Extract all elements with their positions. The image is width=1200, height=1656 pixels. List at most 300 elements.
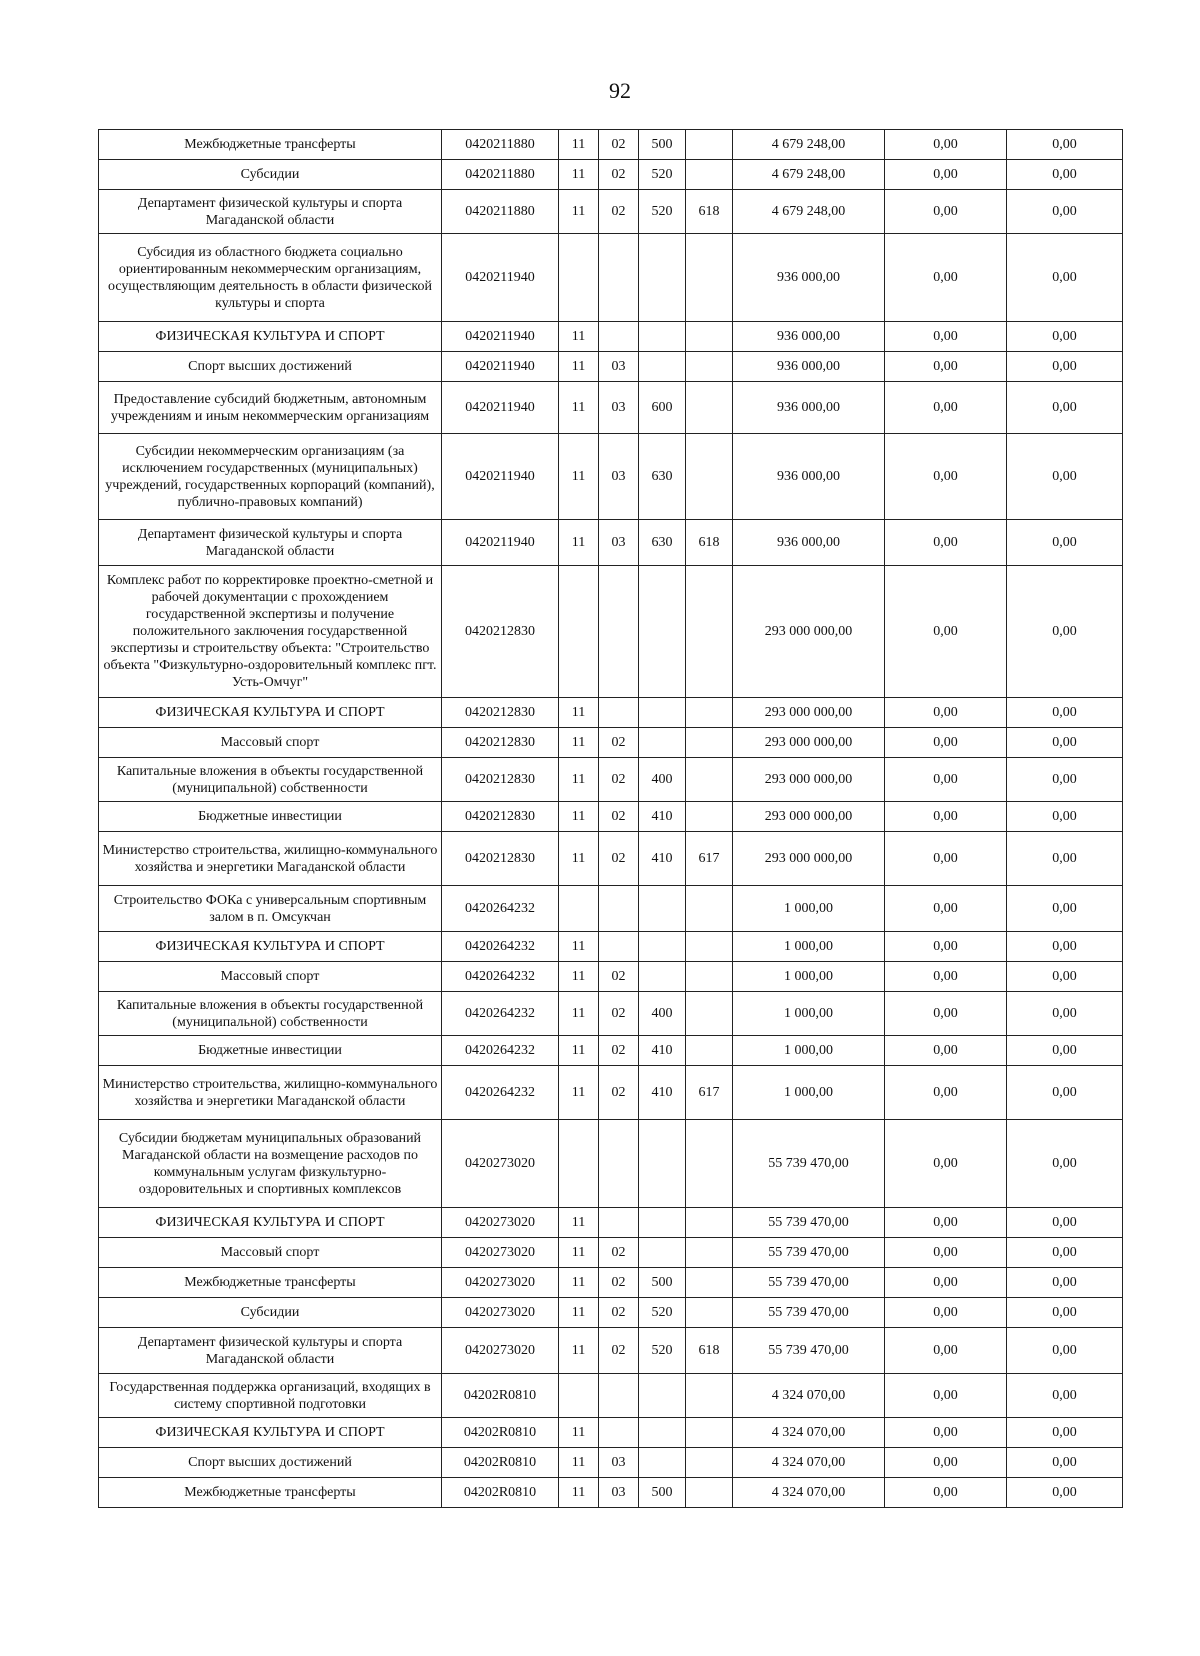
row-section-cell: 11 — [559, 992, 599, 1036]
row-section-cell: 11 — [559, 1298, 599, 1328]
row-name-cell: Капитальные вложения в объекты государственной (муниципальной) собственности — [99, 992, 442, 1036]
row-expense-type-cell: 520 — [639, 1298, 686, 1328]
row-amount-1-cell: 293 000 000,00 — [733, 802, 885, 832]
row-amount-1-cell: 1 000,00 — [733, 932, 885, 962]
row-subsection-cell: 03 — [599, 434, 639, 520]
row-name-cell: Субсидия из областного бюджета социально ориентированным некоммерческим организациям, осуществляющим деятельность в области физической культуры и спорта — [99, 234, 442, 322]
row-section-cell: 11 — [559, 1208, 599, 1238]
row-amount-1-cell: 4 324 070,00 — [733, 1374, 885, 1418]
row-amount-3-cell: 0,00 — [1007, 566, 1123, 698]
table-row — [99, 1374, 1123, 1418]
table-row — [99, 1120, 1123, 1208]
table-row — [99, 566, 1123, 698]
table-row — [99, 352, 1123, 382]
row-subsection-cell: 02 — [599, 992, 639, 1036]
row-amount-3-cell: 0,00 — [1007, 234, 1123, 322]
row-subsection-cell: 02 — [599, 1238, 639, 1268]
table-row — [99, 382, 1123, 434]
row-amount-2-cell: 0,00 — [885, 1374, 1007, 1418]
row-amount-3-cell: 0,00 — [1007, 962, 1123, 992]
row-section-cell — [559, 1120, 599, 1208]
row-grbs-cell — [686, 1478, 733, 1508]
row-grbs-cell — [686, 962, 733, 992]
row-amount-3-cell: 0,00 — [1007, 190, 1123, 234]
row-code-cell: 0420211940 — [442, 434, 559, 520]
row-section-cell: 11 — [559, 1478, 599, 1508]
row-amount-2-cell: 0,00 — [885, 130, 1007, 160]
row-amount-1-cell: 55 739 470,00 — [733, 1238, 885, 1268]
row-grbs-cell — [686, 1448, 733, 1478]
row-code-cell: 0420211940 — [442, 322, 559, 352]
table-row — [99, 1208, 1123, 1238]
row-expense-type-cell: 410 — [639, 832, 686, 886]
table-row — [99, 520, 1123, 566]
row-amount-1-cell: 55 739 470,00 — [733, 1298, 885, 1328]
table-row — [99, 322, 1123, 352]
row-subsection-cell — [599, 1208, 639, 1238]
row-amount-3-cell: 0,00 — [1007, 1238, 1123, 1268]
row-expense-type-cell: 500 — [639, 1478, 686, 1508]
row-grbs-cell: 617 — [686, 1066, 733, 1120]
row-code-cell: 0420264232 — [442, 932, 559, 962]
row-code-cell: 0420264232 — [442, 992, 559, 1036]
row-amount-3-cell: 0,00 — [1007, 1298, 1123, 1328]
row-amount-1-cell: 4 324 070,00 — [733, 1448, 885, 1478]
row-code-cell: 0420273020 — [442, 1120, 559, 1208]
row-grbs-cell — [686, 758, 733, 802]
row-amount-2-cell: 0,00 — [885, 566, 1007, 698]
row-section-cell: 11 — [559, 802, 599, 832]
table-row — [99, 728, 1123, 758]
row-expense-type-cell: 630 — [639, 434, 686, 520]
row-grbs-cell — [686, 1298, 733, 1328]
row-amount-2-cell: 0,00 — [885, 160, 1007, 190]
table-row — [99, 1238, 1123, 1268]
row-name-cell: ФИЗИЧЕСКАЯ КУЛЬТУРА И СПОРТ — [99, 322, 442, 352]
row-amount-1-cell: 293 000 000,00 — [733, 758, 885, 802]
row-expense-type-cell — [639, 234, 686, 322]
table-row — [99, 802, 1123, 832]
table-row — [99, 130, 1123, 160]
row-amount-2-cell: 0,00 — [885, 322, 1007, 352]
row-amount-1-cell: 4 324 070,00 — [733, 1418, 885, 1448]
row-amount-3-cell: 0,00 — [1007, 322, 1123, 352]
row-amount-1-cell: 936 000,00 — [733, 234, 885, 322]
row-expense-type-cell: 400 — [639, 992, 686, 1036]
row-grbs-cell — [686, 932, 733, 962]
row-name-cell: ФИЗИЧЕСКАЯ КУЛЬТУРА И СПОРТ — [99, 932, 442, 962]
row-code-cell: 0420212830 — [442, 832, 559, 886]
row-name-cell: ФИЗИЧЕСКАЯ КУЛЬТУРА И СПОРТ — [99, 1418, 442, 1448]
row-amount-2-cell: 0,00 — [885, 962, 1007, 992]
row-amount-1-cell: 1 000,00 — [733, 1036, 885, 1066]
row-name-cell: Субсидии бюджетам муниципальных образований Магаданской области на возмещение расходов по коммунальным услугам физкультурно-оздоровительных и спортивных комплексов — [99, 1120, 442, 1208]
row-amount-1-cell: 936 000,00 — [733, 520, 885, 566]
row-name-cell: Департамент физической культуры и спорта Магаданской области — [99, 1328, 442, 1374]
row-amount-2-cell: 0,00 — [885, 1448, 1007, 1478]
row-section-cell: 11 — [559, 758, 599, 802]
row-code-cell: 0420211880 — [442, 190, 559, 234]
row-name-cell: Субсидии — [99, 160, 442, 190]
row-amount-3-cell: 0,00 — [1007, 434, 1123, 520]
row-amount-2-cell: 0,00 — [885, 992, 1007, 1036]
row-grbs-cell — [686, 1374, 733, 1418]
row-code-cell: 0420212830 — [442, 802, 559, 832]
row-grbs-cell — [686, 1268, 733, 1298]
row-subsection-cell: 02 — [599, 758, 639, 802]
row-expense-type-cell: 410 — [639, 1036, 686, 1066]
row-expense-type-cell: 520 — [639, 1328, 686, 1374]
row-amount-2-cell: 0,00 — [885, 352, 1007, 382]
row-amount-1-cell: 55 739 470,00 — [733, 1120, 885, 1208]
row-expense-type-cell — [639, 1120, 686, 1208]
row-amount-2-cell: 0,00 — [885, 1120, 1007, 1208]
row-grbs-cell — [686, 886, 733, 932]
row-section-cell: 11 — [559, 1268, 599, 1298]
row-name-cell: Межбюджетные трансферты — [99, 130, 442, 160]
row-expense-type-cell — [639, 1374, 686, 1418]
row-section-cell: 11 — [559, 698, 599, 728]
table-row — [99, 434, 1123, 520]
row-name-cell: ФИЗИЧЕСКАЯ КУЛЬТУРА И СПОРТ — [99, 1208, 442, 1238]
table-row — [99, 1036, 1123, 1066]
row-subsection-cell — [599, 566, 639, 698]
row-grbs-cell: 618 — [686, 1328, 733, 1374]
row-name-cell: Межбюджетные трансферты — [99, 1268, 442, 1298]
row-code-cell: 04202R0810 — [442, 1478, 559, 1508]
row-section-cell — [559, 566, 599, 698]
row-code-cell: 0420273020 — [442, 1298, 559, 1328]
table-row — [99, 1066, 1123, 1120]
row-amount-3-cell: 0,00 — [1007, 1418, 1123, 1448]
row-expense-type-cell — [639, 728, 686, 758]
row-expense-type-cell: 500 — [639, 1268, 686, 1298]
table-row — [99, 234, 1123, 322]
row-subsection-cell: 02 — [599, 160, 639, 190]
row-expense-type-cell — [639, 352, 686, 382]
row-amount-1-cell: 55 739 470,00 — [733, 1208, 885, 1238]
row-amount-2-cell: 0,00 — [885, 832, 1007, 886]
row-grbs-cell — [686, 992, 733, 1036]
row-code-cell: 0420273020 — [442, 1268, 559, 1298]
row-amount-3-cell: 0,00 — [1007, 728, 1123, 758]
row-subsection-cell: 02 — [599, 190, 639, 234]
row-subsection-cell: 02 — [599, 130, 639, 160]
table-row — [99, 1418, 1123, 1448]
budget-table — [98, 129, 1123, 1508]
row-section-cell: 11 — [559, 382, 599, 434]
row-name-cell: Спорт высших достижений — [99, 1448, 442, 1478]
row-amount-1-cell: 293 000 000,00 — [733, 832, 885, 886]
table-row — [99, 1298, 1123, 1328]
row-grbs-cell — [686, 1208, 733, 1238]
row-code-cell: 0420264232 — [442, 1036, 559, 1066]
row-code-cell: 0420273020 — [442, 1328, 559, 1374]
row-code-cell: 04202R0810 — [442, 1418, 559, 1448]
table-row — [99, 190, 1123, 234]
row-expense-type-cell: 630 — [639, 520, 686, 566]
row-amount-1-cell: 4 679 248,00 — [733, 190, 885, 234]
row-code-cell: 0420212830 — [442, 758, 559, 802]
row-section-cell: 11 — [559, 160, 599, 190]
row-name-cell: Строительство ФОКа с универсальным спортивным залом в п. Омсукчан — [99, 886, 442, 932]
row-amount-3-cell: 0,00 — [1007, 698, 1123, 728]
row-name-cell: Предоставление субсидий бюджетным, автономным учреждениям и иным некоммерческим организациям — [99, 382, 442, 434]
row-name-cell: Министерство строительства, жилищно-коммунального хозяйства и энергетики Магаданской области — [99, 1066, 442, 1120]
table-row — [99, 932, 1123, 962]
row-expense-type-cell: 520 — [639, 190, 686, 234]
row-section-cell: 11 — [559, 1036, 599, 1066]
row-expense-type-cell — [639, 962, 686, 992]
budget-table-body — [99, 130, 1123, 1508]
row-amount-2-cell: 0,00 — [885, 1268, 1007, 1298]
row-expense-type-cell — [639, 1208, 686, 1238]
table-row — [99, 698, 1123, 728]
row-expense-type-cell — [639, 1238, 686, 1268]
row-grbs-cell: 617 — [686, 832, 733, 886]
row-expense-type-cell — [639, 1418, 686, 1448]
row-amount-2-cell: 0,00 — [885, 382, 1007, 434]
table-row — [99, 832, 1123, 886]
row-amount-1-cell: 936 000,00 — [733, 322, 885, 352]
row-name-cell: Комплекс работ по корректировке проектно-сметной и рабочей документации с прохождением государственной экспертизы и получение положительного заключения государственной экспертизы и строительству объекта: "Строительство объекта "Физкультурно-оздоровительный комплекс пгт. Усть-Омчуг" — [99, 566, 442, 698]
row-grbs-cell — [686, 130, 733, 160]
row-amount-3-cell: 0,00 — [1007, 1120, 1123, 1208]
row-amount-3-cell: 0,00 — [1007, 382, 1123, 434]
row-amount-1-cell: 293 000 000,00 — [733, 566, 885, 698]
row-amount-2-cell: 0,00 — [885, 728, 1007, 758]
row-name-cell: ФИЗИЧЕСКАЯ КУЛЬТУРА И СПОРТ — [99, 698, 442, 728]
row-name-cell: Межбюджетные трансферты — [99, 1478, 442, 1508]
row-expense-type-cell — [639, 1448, 686, 1478]
row-subsection-cell — [599, 234, 639, 322]
row-section-cell — [559, 234, 599, 322]
row-section-cell: 11 — [559, 130, 599, 160]
row-amount-3-cell: 0,00 — [1007, 992, 1123, 1036]
row-code-cell: 0420264232 — [442, 962, 559, 992]
row-code-cell: 0420212830 — [442, 728, 559, 758]
row-subsection-cell: 03 — [599, 1448, 639, 1478]
row-code-cell: 0420264232 — [442, 886, 559, 932]
row-subsection-cell: 02 — [599, 832, 639, 886]
row-code-cell: 0420211940 — [442, 520, 559, 566]
row-code-cell: 04202R0810 — [442, 1448, 559, 1478]
row-amount-3-cell: 0,00 — [1007, 1478, 1123, 1508]
row-expense-type-cell — [639, 566, 686, 698]
row-amount-1-cell: 1 000,00 — [733, 1066, 885, 1120]
row-amount-2-cell: 0,00 — [885, 932, 1007, 962]
row-amount-2-cell: 0,00 — [885, 1298, 1007, 1328]
table-row — [99, 758, 1123, 802]
row-subsection-cell: 03 — [599, 1478, 639, 1508]
row-subsection-cell: 03 — [599, 520, 639, 566]
row-section-cell: 11 — [559, 1238, 599, 1268]
row-amount-1-cell: 936 000,00 — [733, 382, 885, 434]
row-name-cell: Бюджетные инвестиции — [99, 1036, 442, 1066]
row-section-cell: 11 — [559, 728, 599, 758]
row-grbs-cell — [686, 728, 733, 758]
row-amount-2-cell: 0,00 — [885, 1036, 1007, 1066]
row-code-cell: 0420211880 — [442, 130, 559, 160]
row-grbs-cell — [686, 1238, 733, 1268]
row-subsection-cell — [599, 1374, 639, 1418]
row-section-cell: 11 — [559, 190, 599, 234]
row-amount-3-cell: 0,00 — [1007, 1208, 1123, 1238]
row-amount-3-cell: 0,00 — [1007, 160, 1123, 190]
row-amount-2-cell: 0,00 — [885, 1066, 1007, 1120]
row-name-cell: Капитальные вложения в объекты государственной (муниципальной) собственности — [99, 758, 442, 802]
row-code-cell: 0420211940 — [442, 352, 559, 382]
row-section-cell: 11 — [559, 1448, 599, 1478]
row-amount-2-cell: 0,00 — [885, 758, 1007, 802]
row-grbs-cell: 618 — [686, 520, 733, 566]
row-amount-1-cell: 293 000 000,00 — [733, 698, 885, 728]
table-row — [99, 1268, 1123, 1298]
row-expense-type-cell: 500 — [639, 130, 686, 160]
row-expense-type-cell — [639, 886, 686, 932]
row-amount-2-cell: 0,00 — [885, 802, 1007, 832]
row-amount-1-cell: 4 324 070,00 — [733, 1478, 885, 1508]
row-subsection-cell — [599, 886, 639, 932]
row-name-cell: Субсидии — [99, 1298, 442, 1328]
row-grbs-cell — [686, 802, 733, 832]
row-amount-1-cell: 1 000,00 — [733, 992, 885, 1036]
row-name-cell: Государственная поддержка организаций, входящих в систему спортивной подготовки — [99, 1374, 442, 1418]
row-amount-3-cell: 0,00 — [1007, 1374, 1123, 1418]
row-subsection-cell — [599, 932, 639, 962]
row-amount-1-cell: 55 739 470,00 — [733, 1268, 885, 1298]
row-expense-type-cell: 410 — [639, 1066, 686, 1120]
row-amount-2-cell: 0,00 — [885, 234, 1007, 322]
row-section-cell: 11 — [559, 832, 599, 886]
row-name-cell: Министерство строительства, жилищно-коммунального хозяйства и энергетики Магаданской области — [99, 832, 442, 886]
row-amount-2-cell: 0,00 — [885, 1208, 1007, 1238]
row-name-cell: Массовый спорт — [99, 1238, 442, 1268]
row-name-cell: Массовый спорт — [99, 962, 442, 992]
row-amount-3-cell: 0,00 — [1007, 758, 1123, 802]
table-row — [99, 1478, 1123, 1508]
row-amount-2-cell: 0,00 — [885, 698, 1007, 728]
row-subsection-cell: 02 — [599, 962, 639, 992]
row-section-cell: 11 — [559, 1066, 599, 1120]
row-name-cell: Департамент физической культуры и спорта Магаданской области — [99, 520, 442, 566]
row-amount-3-cell: 0,00 — [1007, 832, 1123, 886]
row-amount-1-cell: 1 000,00 — [733, 962, 885, 992]
row-expense-type-cell — [639, 932, 686, 962]
row-section-cell: 11 — [559, 434, 599, 520]
row-grbs-cell — [686, 698, 733, 728]
row-grbs-cell — [686, 434, 733, 520]
row-section-cell: 11 — [559, 962, 599, 992]
row-grbs-cell — [686, 322, 733, 352]
row-subsection-cell: 02 — [599, 728, 639, 758]
table-row — [99, 1328, 1123, 1374]
row-name-cell: Департамент физической культуры и спорта Магаданской области — [99, 190, 442, 234]
row-subsection-cell — [599, 1120, 639, 1208]
row-amount-3-cell: 0,00 — [1007, 352, 1123, 382]
row-amount-3-cell: 0,00 — [1007, 886, 1123, 932]
row-grbs-cell — [686, 234, 733, 322]
row-code-cell: 04202R0810 — [442, 1374, 559, 1418]
row-code-cell: 0420273020 — [442, 1208, 559, 1238]
row-section-cell: 11 — [559, 1418, 599, 1448]
row-expense-type-cell: 400 — [639, 758, 686, 802]
row-amount-2-cell: 0,00 — [885, 1328, 1007, 1374]
row-amount-2-cell: 0,00 — [885, 1478, 1007, 1508]
row-expense-type-cell — [639, 322, 686, 352]
row-amount-3-cell: 0,00 — [1007, 932, 1123, 962]
row-section-cell — [559, 1374, 599, 1418]
row-amount-3-cell: 0,00 — [1007, 130, 1123, 160]
row-section-cell — [559, 886, 599, 932]
row-subsection-cell — [599, 1418, 639, 1448]
row-grbs-cell — [686, 1418, 733, 1448]
row-name-cell: Массовый спорт — [99, 728, 442, 758]
page-number: 92 — [609, 78, 631, 103]
row-code-cell: 0420273020 — [442, 1238, 559, 1268]
row-code-cell: 0420264232 — [442, 1066, 559, 1120]
row-amount-1-cell: 1 000,00 — [733, 886, 885, 932]
row-code-cell: 0420211880 — [442, 160, 559, 190]
row-code-cell: 0420212830 — [442, 566, 559, 698]
row-grbs-cell — [686, 382, 733, 434]
row-amount-3-cell: 0,00 — [1007, 802, 1123, 832]
row-code-cell: 0420211940 — [442, 382, 559, 434]
row-grbs-cell — [686, 566, 733, 698]
row-subsection-cell: 03 — [599, 352, 639, 382]
row-subsection-cell: 02 — [599, 1328, 639, 1374]
row-expense-type-cell — [639, 698, 686, 728]
table-row — [99, 962, 1123, 992]
row-section-cell: 11 — [559, 352, 599, 382]
row-name-cell: Субсидии некоммерческим организациям (за исключением государственных (муниципальных) учреждений, государственных корпораций (компаний), публично-правовых компаний) — [99, 434, 442, 520]
row-grbs-cell — [686, 1036, 733, 1066]
row-amount-3-cell: 0,00 — [1007, 1328, 1123, 1374]
row-subsection-cell: 02 — [599, 802, 639, 832]
row-subsection-cell: 02 — [599, 1298, 639, 1328]
row-amount-2-cell: 0,00 — [885, 190, 1007, 234]
row-section-cell: 11 — [559, 322, 599, 352]
row-amount-1-cell: 4 679 248,00 — [733, 130, 885, 160]
row-amount-3-cell: 0,00 — [1007, 1066, 1123, 1120]
row-subsection-cell: 02 — [599, 1036, 639, 1066]
row-subsection-cell: 02 — [599, 1268, 639, 1298]
table-row — [99, 160, 1123, 190]
row-amount-2-cell: 0,00 — [885, 886, 1007, 932]
row-subsection-cell: 03 — [599, 382, 639, 434]
row-amount-3-cell: 0,00 — [1007, 520, 1123, 566]
row-amount-1-cell: 936 000,00 — [733, 352, 885, 382]
row-amount-1-cell: 936 000,00 — [733, 434, 885, 520]
row-grbs-cell — [686, 1120, 733, 1208]
table-row — [99, 886, 1123, 932]
row-amount-1-cell: 55 739 470,00 — [733, 1328, 885, 1374]
table-row — [99, 992, 1123, 1036]
table-row — [99, 1448, 1123, 1478]
row-section-cell: 11 — [559, 932, 599, 962]
row-name-cell: Бюджетные инвестиции — [99, 802, 442, 832]
row-amount-3-cell: 0,00 — [1007, 1036, 1123, 1066]
row-amount-2-cell: 0,00 — [885, 1418, 1007, 1448]
row-code-cell: 0420212830 — [442, 698, 559, 728]
row-expense-type-cell: 600 — [639, 382, 686, 434]
row-code-cell: 0420211940 — [442, 234, 559, 322]
row-expense-type-cell: 410 — [639, 802, 686, 832]
row-subsection-cell: 02 — [599, 1066, 639, 1120]
row-grbs-cell — [686, 352, 733, 382]
row-subsection-cell — [599, 698, 639, 728]
row-amount-2-cell: 0,00 — [885, 434, 1007, 520]
